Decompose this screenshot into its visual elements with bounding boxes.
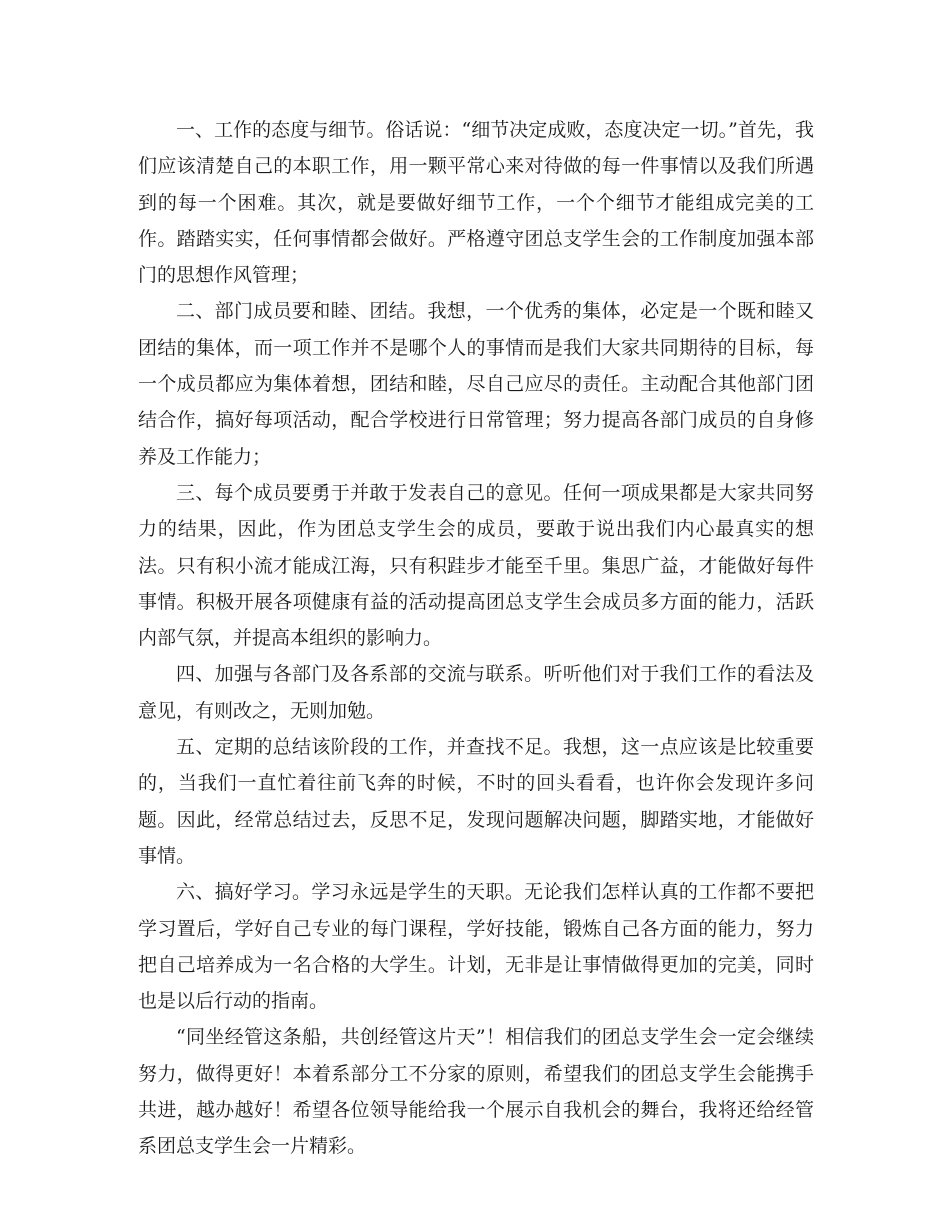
paragraph-closing: “同坐经管这条船，共创经管这片天”！相信我们的团总支学生会一定会继续努力，做得更好！本着系部分工不分家的原则，希望我们的团总支学生会能携手共进，越办越好！希望各位领导能给我一个展示自我机会的舞台，我将还给经管系团总支学生会一片精彩。 (138, 1026, 814, 1158)
paragraph-attitude-details: 一、工作的态度与细节。俗话说：“细节决定成败，态度决定一切。”首先，我们应该清楚自己的本职工作，用一颗平常心来对待做的每一件事情以及我们所遇到的每一个困难。其次，就是要做好细节工作，一个个细节才能组成完美的工作。踏踏实实，任何事情都会做好。严格遵守团总支学生会的工作制度加强本部门的思想作风管理； (138, 119, 814, 287)
paragraph-summary-review: 五、定期的总结该阶段的工作，并查找不足。我想，这一点应该是比较重要的，当我们一直忙着往前飞奔的时候，不时的回头看看，也许你会发现许多问题。因此，经常总结过去，反思不足，发现问题解决问题，脚踏实地，才能做好事情。 (138, 736, 814, 867)
paragraph-communication: 四、加强与各部门及各系部的交流与联系。听听他们对于我们工作的看法及意见，有则改之，无则加勉。 (138, 663, 814, 722)
paragraph-study: 六、搞好学习。学习永远是学生的天职。无论我们怎样认真的工作都不要把学习置后，学好自己专业的每门课程，学好技能，锻炼自己各方面的能力，努力把自己培养成为一名合格的大学生。计划，无非是让事情做得更加的完美，同时也是以后行动的指南。 (138, 881, 814, 1013)
paragraph-express-opinions: 三、每个成员要勇于并敢于发表自己的意见。任何一项成果都是大家共同努力的结果，因此，作为团总支学生会的成员，要敢于说出我们内心最真实的想法。只有积小流才能成江海，只有积跬步才能至千里。集思广益，才能做好每件事情。积极开展各项健康有益的活动提高团总支学生会成员多方面的能力，活跃内部气氛，并提高本组织的影响力。 (138, 481, 814, 650)
document-body (138, 112, 814, 1165)
paragraph-unity: 二、部门成员要和睦、团结。我想，一个优秀的集体，必定是一个既和睦又团结的集体，而一项工作并不是哪个人的事情而是我们大家共同期待的目标，每一个成员都应为集体着想，团结和睦，尽自己应尽的责任。主动配合其他部门团结合作，搞好每项活动，配合学校进行日常管理；努力提高各部门成员的自身修养及工作能力； (138, 300, 814, 468)
